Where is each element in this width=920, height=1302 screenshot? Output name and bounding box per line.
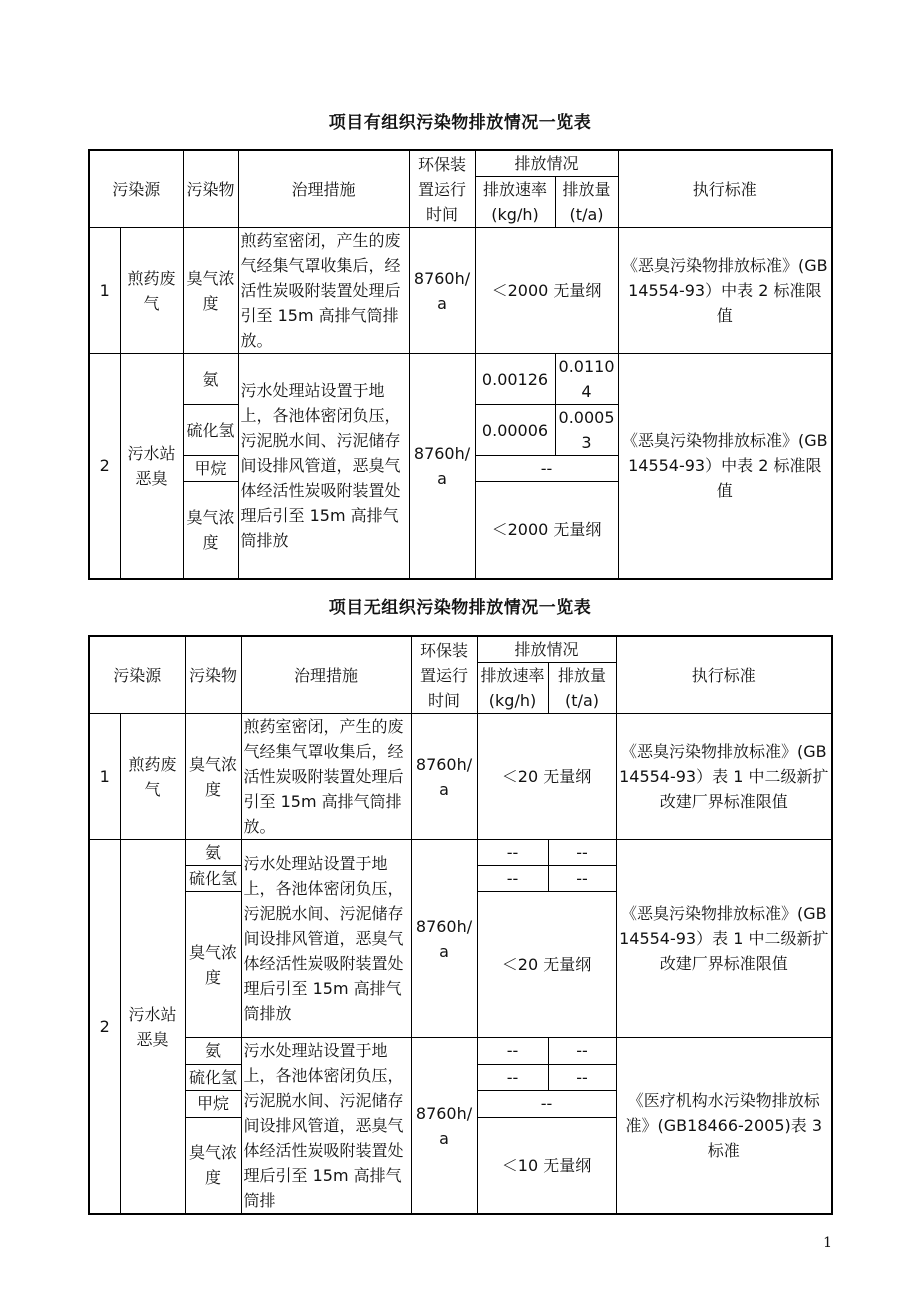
row-standard: 《恶臭污染物排放标准》(GB14554-93）表 1 中二级新扩改建厂界标准限值 bbox=[616, 840, 832, 1038]
row-runtime: 8760h/a bbox=[411, 714, 477, 840]
header-amount: 排放量(t/a) bbox=[548, 663, 616, 714]
row-runtime: 8760h/a bbox=[411, 840, 477, 1038]
row-rate: -- bbox=[477, 840, 548, 866]
row-pollutant: 甲烷 bbox=[183, 456, 238, 482]
table2-title: 项目无组织污染物排放情况一览表 bbox=[328, 598, 592, 618]
row-amount: 0.01104 bbox=[555, 354, 618, 405]
page-number: 1 bbox=[823, 1235, 832, 1251]
table-row bbox=[89, 840, 832, 866]
row-source: 污水站恶臭 bbox=[120, 354, 183, 579]
header-source: 污染源 bbox=[89, 636, 185, 714]
header-standard: 执行标准 bbox=[618, 150, 832, 228]
organized-emission-table bbox=[88, 149, 833, 580]
header-discharge: 排放情况 bbox=[477, 636, 616, 663]
row-standard: 《恶臭污染物排放标准》(GB14554-93）中表 2 标准限值 bbox=[618, 228, 832, 354]
row-rate: -- bbox=[477, 1064, 548, 1091]
row-source: 煎药废气 bbox=[120, 714, 185, 840]
row-pollutant: 氨 bbox=[185, 1038, 241, 1065]
unorganized-emission-table bbox=[88, 635, 833, 1215]
row-standard: 《恶臭污染物排放标准》(GB14554-93）表 1 中二级新扩改建厂界标准限值 bbox=[616, 714, 832, 840]
row-measure: 污水处理站设置于地上，各池体密闭负压，污泥脱水间、污泥储存间设排风管道，恶臭气体经活性炭吸附装置处理后引至 15m 高排气筒排放 bbox=[241, 840, 411, 1038]
table-row bbox=[89, 714, 832, 840]
table-row bbox=[89, 228, 832, 354]
row-discharge-value: -- bbox=[477, 1091, 616, 1118]
row-runtime: 8760h/a bbox=[409, 228, 475, 354]
row-index: 1 bbox=[89, 714, 120, 840]
header-row bbox=[89, 636, 832, 663]
table1-title: 项目有组织污染物排放情况一览表 bbox=[328, 113, 592, 133]
header-rate: 排放速率(kg/h) bbox=[477, 663, 548, 714]
row-index: 2 bbox=[89, 840, 120, 1215]
row-runtime: 8760h/a bbox=[411, 1038, 477, 1215]
row-pollutant: 硫化氢 bbox=[185, 866, 241, 892]
row-discharge-value: -- bbox=[475, 456, 618, 482]
header-discharge: 排放情况 bbox=[475, 150, 618, 177]
row-index: 2 bbox=[89, 354, 120, 579]
row-discharge-value: ＜20 无量纲 bbox=[477, 714, 616, 840]
row-measure: 污水处理站设置于地上，各池体密闭负压，污泥脱水间、污泥储存间设排风管道，恶臭气体经活性炭吸附装置处理后引至 15m 高排气筒排 bbox=[241, 1038, 411, 1215]
row-pollutant: 氨 bbox=[185, 840, 241, 866]
row-discharge-value: ＜2000 无量纲 bbox=[475, 482, 618, 579]
row-runtime: 8760h/a bbox=[409, 354, 475, 579]
row-pollutant: 硫化氢 bbox=[183, 405, 238, 456]
header-pollutant: 污染物 bbox=[185, 636, 241, 714]
row-discharge-value: ＜10 无量纲 bbox=[477, 1117, 616, 1214]
row-pollutant: 臭气浓度 bbox=[183, 228, 238, 354]
row-standard: 《医疗机构水污染物排放标准》(GB18466-2005)表 3 标准 bbox=[616, 1038, 832, 1215]
row-source: 煎药废气 bbox=[120, 228, 183, 354]
table-row bbox=[89, 354, 832, 405]
row-pollutant: 甲烷 bbox=[185, 1091, 241, 1118]
row-discharge-value: ＜20 无量纲 bbox=[477, 892, 616, 1038]
row-pollutant: 硫化氢 bbox=[185, 1064, 241, 1091]
row-pollutant: 臭气浓度 bbox=[185, 892, 241, 1038]
header-row bbox=[89, 150, 832, 177]
header-standard: 执行标准 bbox=[616, 636, 832, 714]
header-measures: 治理措施 bbox=[241, 636, 411, 714]
header-measures: 治理措施 bbox=[238, 150, 409, 228]
header-runtime: 环保装置运行时间 bbox=[411, 636, 477, 714]
header-amount: 排放量(t/a) bbox=[555, 177, 618, 228]
header-pollutant: 污染物 bbox=[183, 150, 238, 228]
row-discharge-value: ＜2000 无量纲 bbox=[475, 228, 618, 354]
row-amount: -- bbox=[548, 1038, 616, 1065]
row-measure: 污水处理站设置于地上，各池体密闭负压，污泥脱水间、污泥储存间设排风管道，恶臭气体经活性炭吸附装置处理后引至 15m 高排气筒排放 bbox=[238, 354, 409, 579]
row-source: 污水站恶臭 bbox=[120, 840, 185, 1215]
row-rate: -- bbox=[477, 866, 548, 892]
row-rate: 0.00006 bbox=[475, 405, 555, 456]
row-pollutant: 臭气浓度 bbox=[185, 1117, 241, 1214]
row-measure: 煎药室密闭，产生的废气经集气罩收集后，经活性炭吸附装置处理后引至 15m 高排气筒排放。 bbox=[238, 228, 409, 354]
row-rate: 0.00126 bbox=[475, 354, 555, 405]
header-rate: 排放速率(kg/h) bbox=[475, 177, 555, 228]
header-source: 污染源 bbox=[89, 150, 183, 228]
row-measure: 煎药室密闭，产生的废气经集气罩收集后，经活性炭吸附装置处理后引至 15m 高排气筒排放。 bbox=[241, 714, 411, 840]
row-amount: -- bbox=[548, 840, 616, 866]
row-pollutant: 氨 bbox=[183, 354, 238, 405]
row-rate: -- bbox=[477, 1038, 548, 1065]
table-row bbox=[89, 1038, 832, 1065]
row-pollutant: 臭气浓度 bbox=[185, 714, 241, 840]
row-index: 1 bbox=[89, 228, 120, 354]
row-amount: -- bbox=[548, 866, 616, 892]
header-runtime: 环保装置运行时间 bbox=[409, 150, 475, 228]
row-standard: 《恶臭污染物排放标准》(GB14554-93）中表 2 标准限值 bbox=[618, 354, 832, 579]
row-amount: -- bbox=[548, 1064, 616, 1091]
row-amount: 0.00053 bbox=[555, 405, 618, 456]
row-pollutant: 臭气浓度 bbox=[183, 482, 238, 579]
